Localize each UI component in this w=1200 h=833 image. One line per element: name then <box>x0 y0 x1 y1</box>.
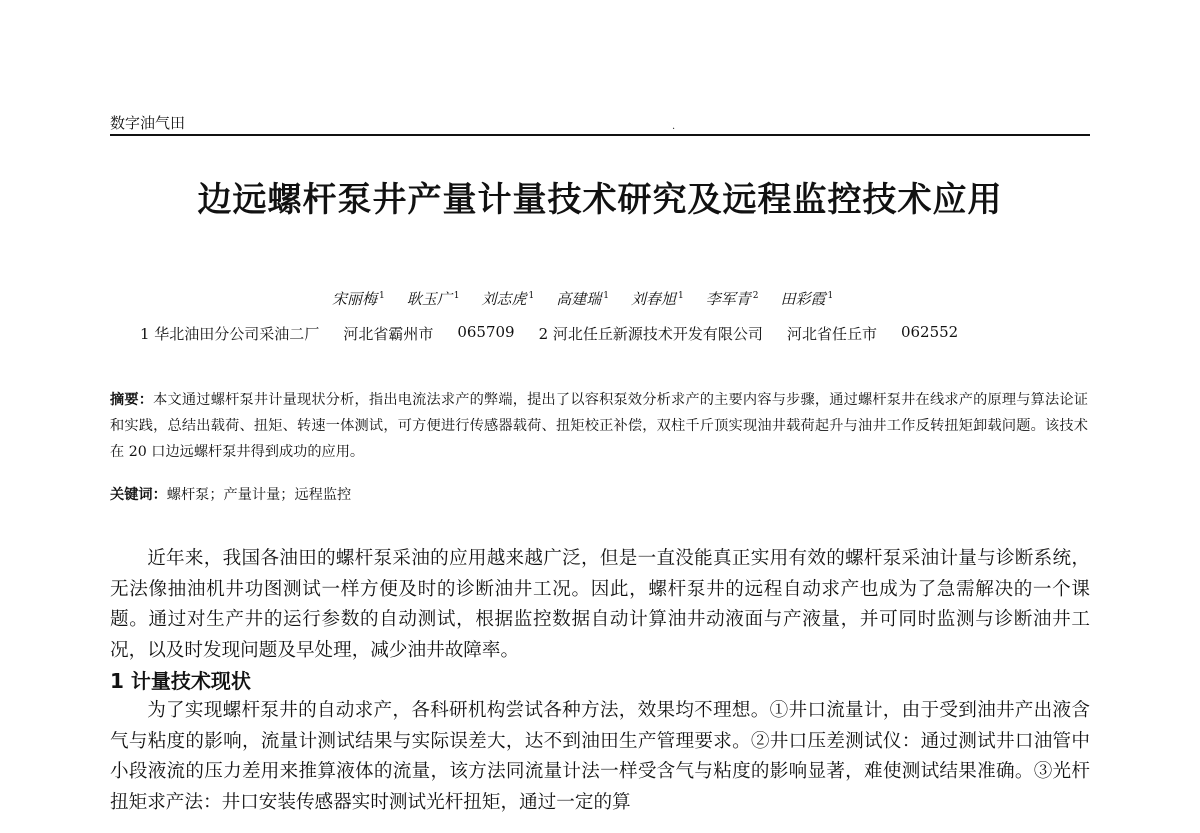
author-affiliation-mark: 1 <box>603 291 609 301</box>
intro-paragraph: 近年来，我国各油田的螺杆泵采油的应用越来越广泛，但是一直没能真正实用有效的螺杆泵采油计量与诊断系统，无法像抽油机井功图测试一样方便及时的诊断油井工况。因此，螺杆泵井的远程自动求产也成为了急需解决的一个课题。通过对生产井的运行参数的自动测试，根据监控数据自动计算油井动液面与产液量，并可同时监测与诊断油井工况，以及时发现问题及早处理，减少油井故障率。 <box>110 548 1090 661</box>
affiliation-2-location: 河北省任丘市 <box>786 325 877 343</box>
author <box>781 288 834 309</box>
paper-title: 边远螺杆泵井产量计量技术研究及远程监控技术应用 <box>197 180 1003 220</box>
affiliation-line <box>140 323 958 344</box>
author-name: 宋丽梅 <box>332 290 378 308</box>
affiliation-1-postcode: 065709 <box>457 323 515 341</box>
section-heading: 1 计量技术现状 <box>110 669 251 693</box>
header-rule <box>110 134 1090 136</box>
abstract <box>110 387 1088 465</box>
keywords <box>110 484 351 504</box>
author-affiliation-mark: 2 <box>752 291 759 301</box>
running-header: 数字油气田 <box>110 114 186 132</box>
body-text <box>110 544 1090 818</box>
author <box>706 288 759 309</box>
author-name: 刘春旭 <box>631 290 677 308</box>
author <box>631 288 684 309</box>
author-name: 高建瑞 <box>556 290 602 308</box>
author <box>332 288 385 309</box>
author-name: 田彩霞 <box>780 290 826 308</box>
author-affiliation-mark: 1 <box>827 291 834 301</box>
author-affiliation-mark: 1 <box>379 291 385 301</box>
header-dot-mark: · <box>672 124 676 135</box>
section-paragraph: 为了实现螺杆泵井的自动求产，各科研机构尝试各种方法，效果均不理想。①井口流量计，由于受到油井产出液含气与粘度的影响，流量计测试结果与实际误差大，达不到油田生产管理要求。②井口压差测试仪：通过测试井口油管中小段液流的压力差用来推算液体的流量，该方法同流量计法一样受含气与粘度的影响显著，难使测试结果准确。③光杆扭矩求产法：井口安装传感器实时测试光杆扭矩，通过一定的算 <box>110 700 1090 813</box>
author-affiliation-mark: 1 <box>453 291 460 301</box>
author-list <box>332 288 833 309</box>
author-name: 刘志虎 <box>481 290 527 308</box>
affiliation-1-org: 1 华北油田分公司采油二厂 <box>140 325 320 343</box>
author-name: 李军青 <box>705 290 751 308</box>
keywords-label: 关键词： <box>110 487 167 503</box>
abstract-label: 摘要： <box>110 392 154 408</box>
author <box>407 288 460 309</box>
keywords-text: 螺杆泵；产量计量；远程监控 <box>166 487 352 503</box>
affiliation-2-org: 2 河北任丘新源技术开发有限公司 <box>538 325 763 343</box>
abstract-text: 本文通过螺杆泵井计量现状分析，指出电流法求产的弊端，提出了以容积泵效分析求产的主要内容与步骤，通过螺杆泵井在线求产的原理与算法论证和实践，总结出载荷、扭矩、转速一体测试，可方便进行传感器载荷、扭矩校正补偿，双柱千斤顶实现油井载荷起升与油井工作反转扭矩卸载问题。该技术在 20 口边远螺杆泵井得到成功的应用。 <box>110 392 1088 460</box>
author-affiliation-mark: 1 <box>678 291 684 301</box>
author-affiliation-mark: 1 <box>528 291 535 301</box>
author <box>556 288 609 309</box>
author-name: 耿玉广 <box>406 290 452 308</box>
affiliation-2-postcode: 062552 <box>900 323 959 341</box>
affiliation-1-location: 河北省霸州市 <box>343 325 434 343</box>
author <box>482 288 535 309</box>
